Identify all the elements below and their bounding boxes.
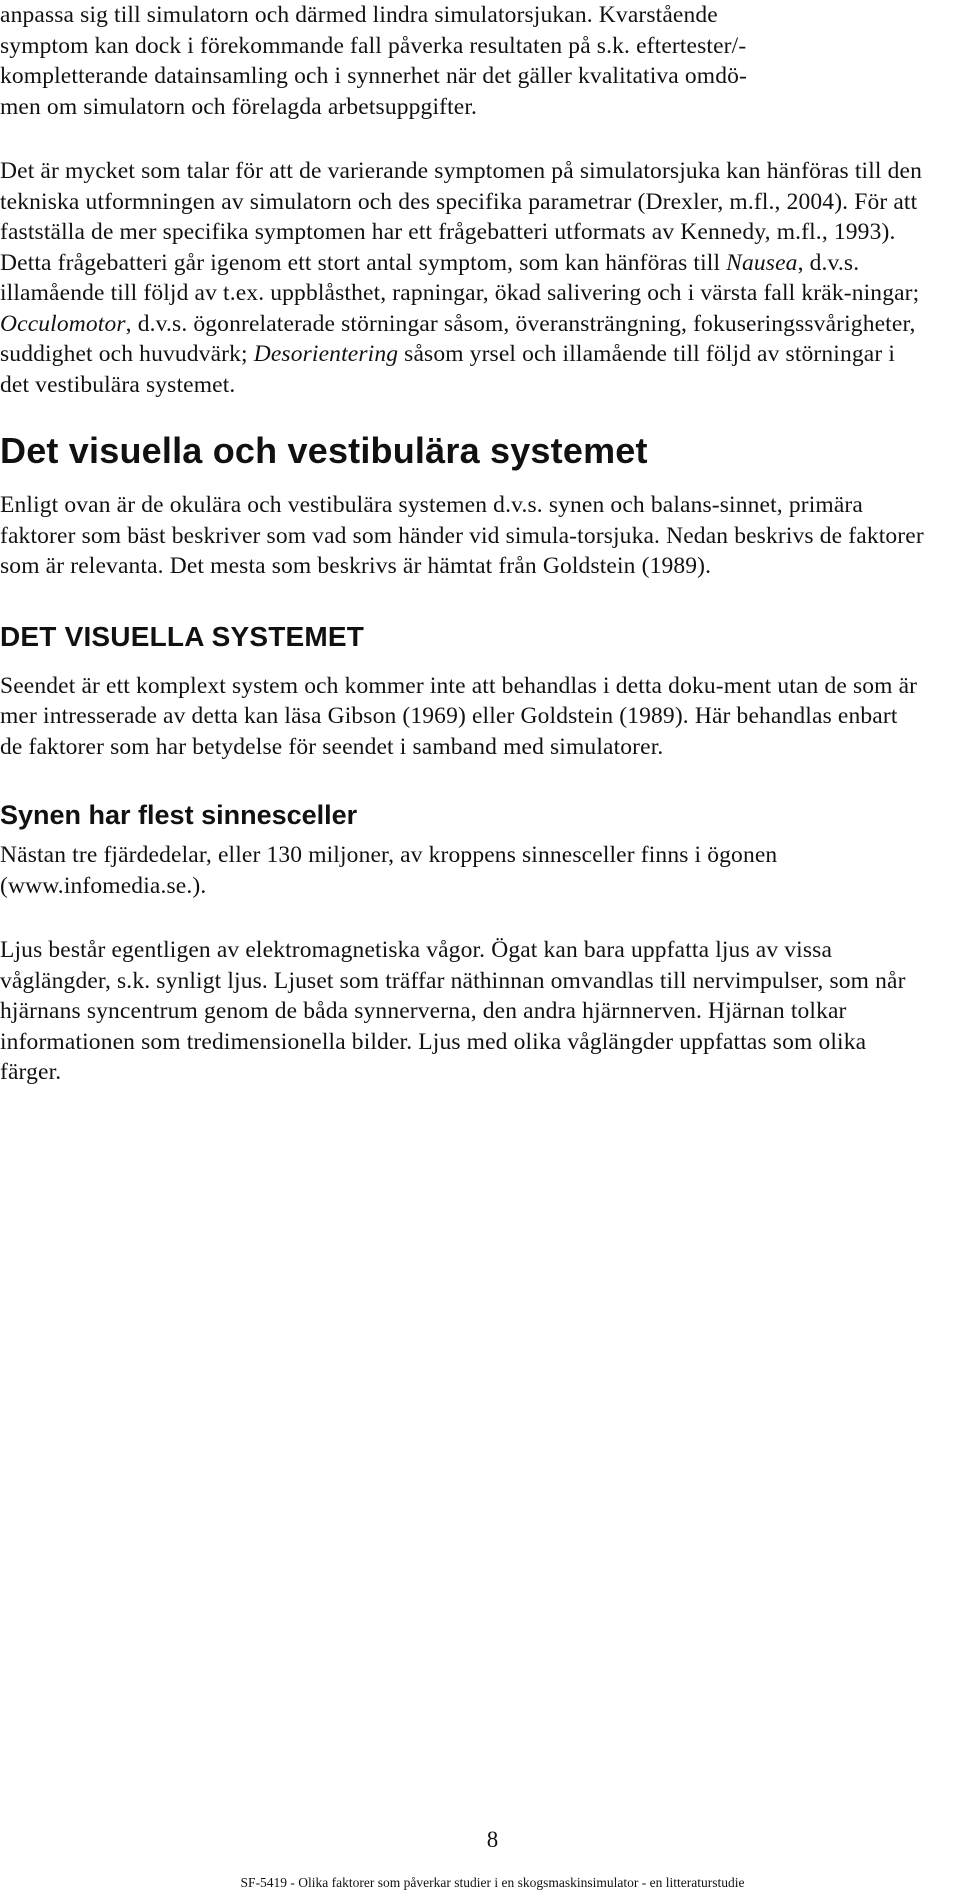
intro-line: symptom kan dock i förekommande fall påverka resultaten på s.k. eftertester/- (0, 32, 747, 59)
intro-paragraph (0, 0, 925, 122)
symptoms-text-part: Det är mycket som talar för att de varierande symptomen på simulatorsjuka kan hänföras till den tekniska utformningen av simulatorn och des specifika parametrar (Drexler, m.fl., 2004). För att fastställa de mer specifika symptomen har ett frågebatteri utformats av Kennedy, m.fl., 1993). Detta frågebatteri går igenom ett stort antal symptom, som kan hänföras till (0, 158, 922, 276)
symptoms-text-part: såsom yrsel och illamående till följd av störningar i det vestibulära systemet. (0, 341, 896, 398)
section-paragraph: Enligt ovan är de okulära och vestibulära systemen d.v.s. synen och balans-sinnet, primära faktorer som bäst beskriver som vad som händer vid simula-torsjuka. Nedan beskrivs de faktorer som är relevanta. Det mesta som beskrivs är hämtat från Goldstein (1989). (0, 492, 924, 579)
section-heading-visual-system: DET VISUELLA SYSTEMET (0, 620, 365, 652)
symptoms-text-part: , d.v.s. illamående till följd av t.ex. uppblåsthet, rapningar, ökad salivering och i värsta fall kräk-ningar; (0, 249, 920, 306)
section-paragraph: Seendet är ett komplext system och kommer inte att behandlas i detta doku-ment utan de som är mer intresserade av detta kan läsa Gibson (1969) eller Goldstein (1989). Här behandlas enbart de faktorer som har betydelse för seendet i samband med simulatorer. (0, 672, 918, 760)
term-nausea: Nausea (726, 249, 798, 276)
symptoms-paragraph (0, 156, 925, 400)
term-occulomotor: Occulomotor (0, 310, 126, 337)
section-heading-visual-vestibular: Det visuella och vestibulära systemet (0, 430, 648, 471)
section-paragraph: Ljus består egentligen av elektromagnetiska vågor. Ögat kan bara uppfatta ljus av vissa våglängder, s.k. synligt ljus. Ljuset som träffar näthinnan omvandlas till nervimpulser, som når hjärnans syncentrum genom de båda synnerverna, den andra hjärnnerven. Hjärnan tolkar informationen som tredimensionella bilder. Ljus med olika våglängder uppfattas som olika färger. (0, 937, 906, 1085)
term-desorientering: Desorientering (253, 341, 399, 367)
intro-line: kompletterande datainsamling och i synnerhet när det gäller kvalitativa omdö- (0, 63, 747, 89)
page-footer: SF-5419 - Olika faktorer som påverkar studier i en skogsmaskinsimulator - en litteraturstudie (240, 1875, 745, 1890)
subsection-heading-sensory-cells: Synen har flest sinnesceller (0, 800, 358, 830)
intro-line: men om simulatorn och förelagda arbetsuppgifter. (0, 93, 478, 120)
intro-line: anpassa sig till simulatorn och därmed lindra simulatorsjukan. Kvarstående (0, 2, 718, 28)
section-paragraph: Nästan tre fjärdedelar, eller 130 miljoner, av kroppens sinnesceller finns i ögonen (www.infomedia.se.). (0, 842, 778, 899)
page-number: 8 (486, 1827, 499, 1852)
symptoms-text-part: , d.v.s. ögonrelaterade störningar såsom, överansträngning, fokuseringssvårigheter, suddighet och huvudvärk; (0, 310, 916, 367)
